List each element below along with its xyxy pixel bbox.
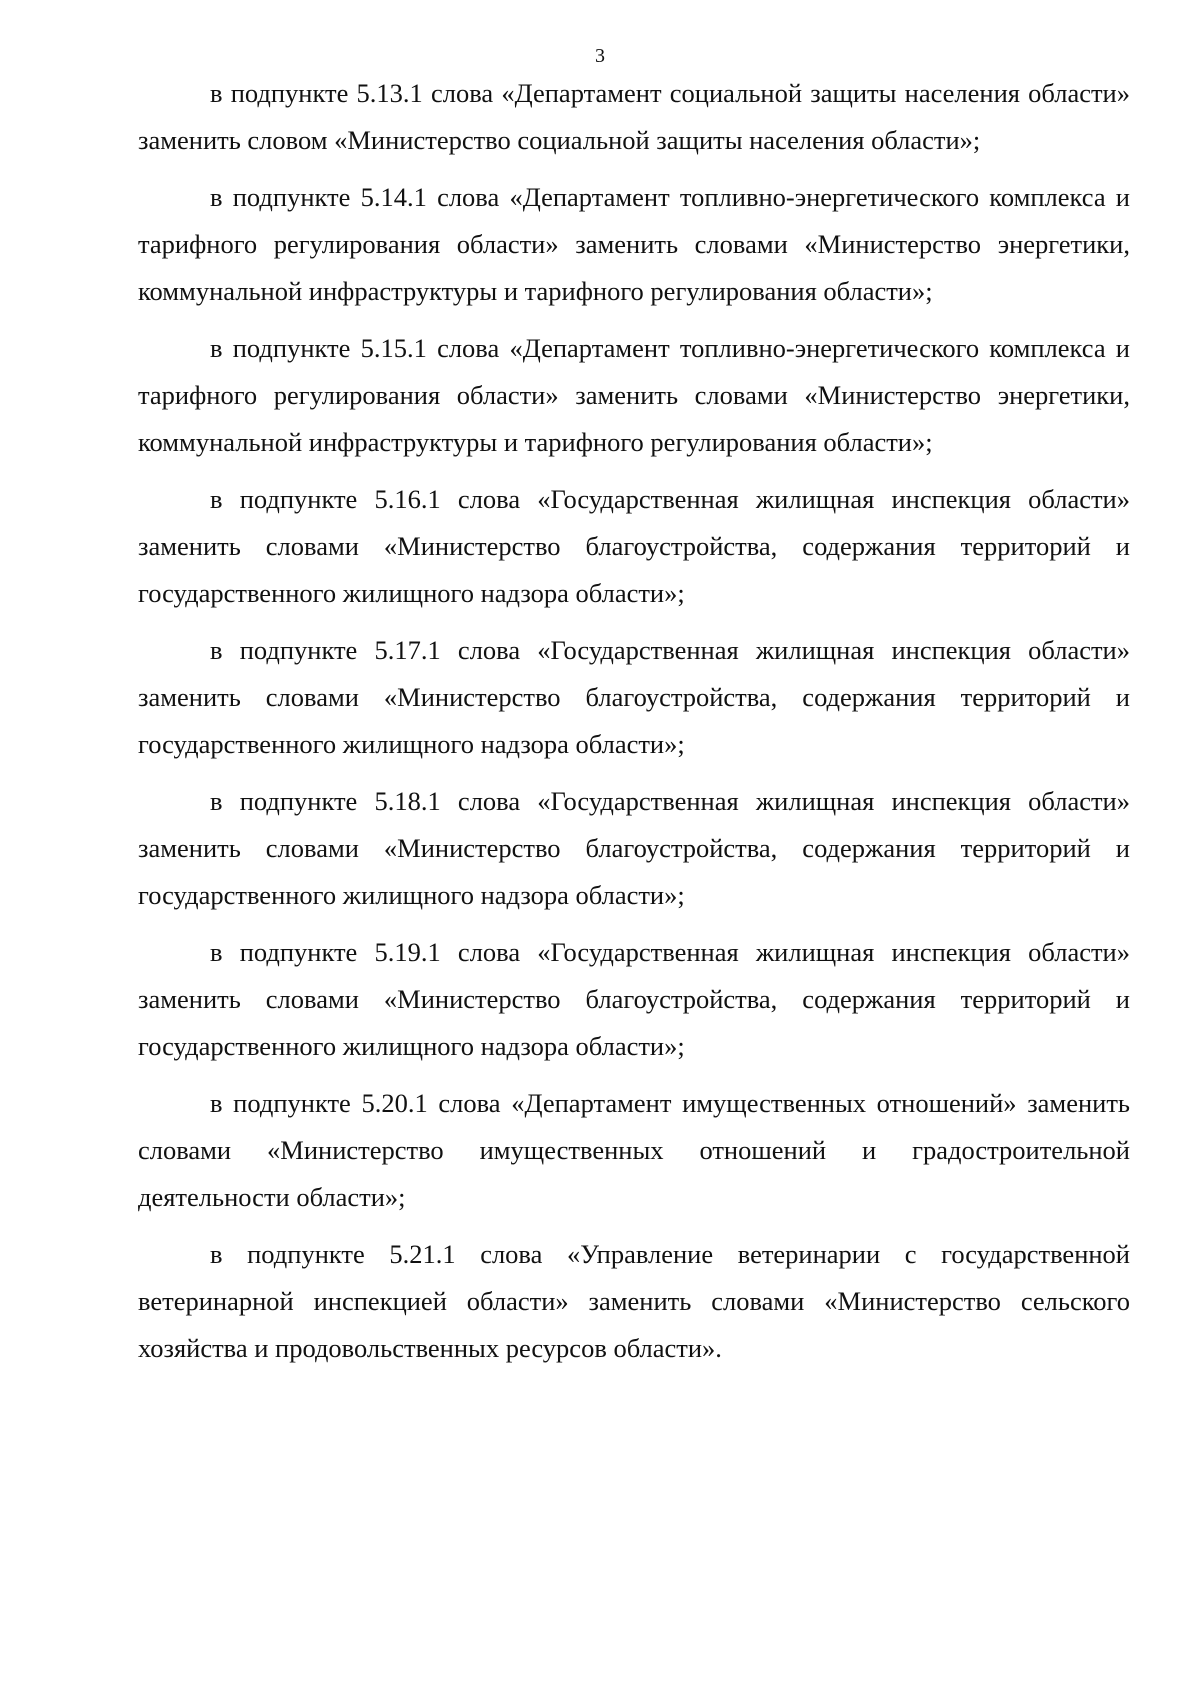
paragraph-5-17-1: в подпункте 5.17.1 слова «Государственная жилищная инспекция области» заменить словами «Министерство благоустройства, содержания территорий и государственного жилищного надзора области»; — [138, 635, 1130, 759]
paragraph-5-13-1: в подпункте 5.13.1 слова «Департамент социальной защиты населения области» заменить словом «Министерство социальной защиты населения области»; — [138, 78, 1130, 155]
paragraph-5-15-1: в подпункте 5.15.1 слова «Департамент топливно-энергетического комплекса и тарифного регулирования области» заменить словами «Министерство энергетики, коммунальной инфраструктуры и тарифного регулирования области»; — [138, 333, 1130, 457]
paragraph-5-16-1: в подпункте 5.16.1 слова «Государственная жилищная инспекция области» заменить словами «Министерство благоустройства, содержания территорий и государственного жилищного надзора области»; — [138, 484, 1130, 608]
page-number: 3 — [595, 45, 605, 67]
document-body — [138, 70, 1130, 1382]
paragraph-5-21-1: в подпункте 5.21.1 слова «Управление ветеринарии с государственной ветеринарной инспекцией области» заменить словами «Министерство сельского хозяйства и продовольственных ресурсов области». — [138, 1239, 1130, 1363]
paragraph-5-19-1: в подпункте 5.19.1 слова «Государственная жилищная инспекция области» заменить словами «Министерство благоустройства, содержания территорий и государственного жилищного надзора области»; — [138, 937, 1130, 1061]
paragraph-5-14-1: в подпункте 5.14.1 слова «Департамент топливно-энергетического комплекса и тарифного регулирования области» заменить словами «Министерство энергетики, коммунальной инфраструктуры и тарифного регулирования области»; — [138, 182, 1130, 306]
paragraph-5-20-1: в подпункте 5.20.1 слова «Департамент имущественных отношений» заменить словами «Министерство имущественных отношений и градостроительной деятельности области»; — [138, 1088, 1130, 1212]
paragraph-5-18-1: в подпункте 5.18.1 слова «Государственная жилищная инспекция области» заменить словами «Министерство благоустройства, содержания территорий и государственного жилищного надзора области»; — [138, 786, 1130, 910]
